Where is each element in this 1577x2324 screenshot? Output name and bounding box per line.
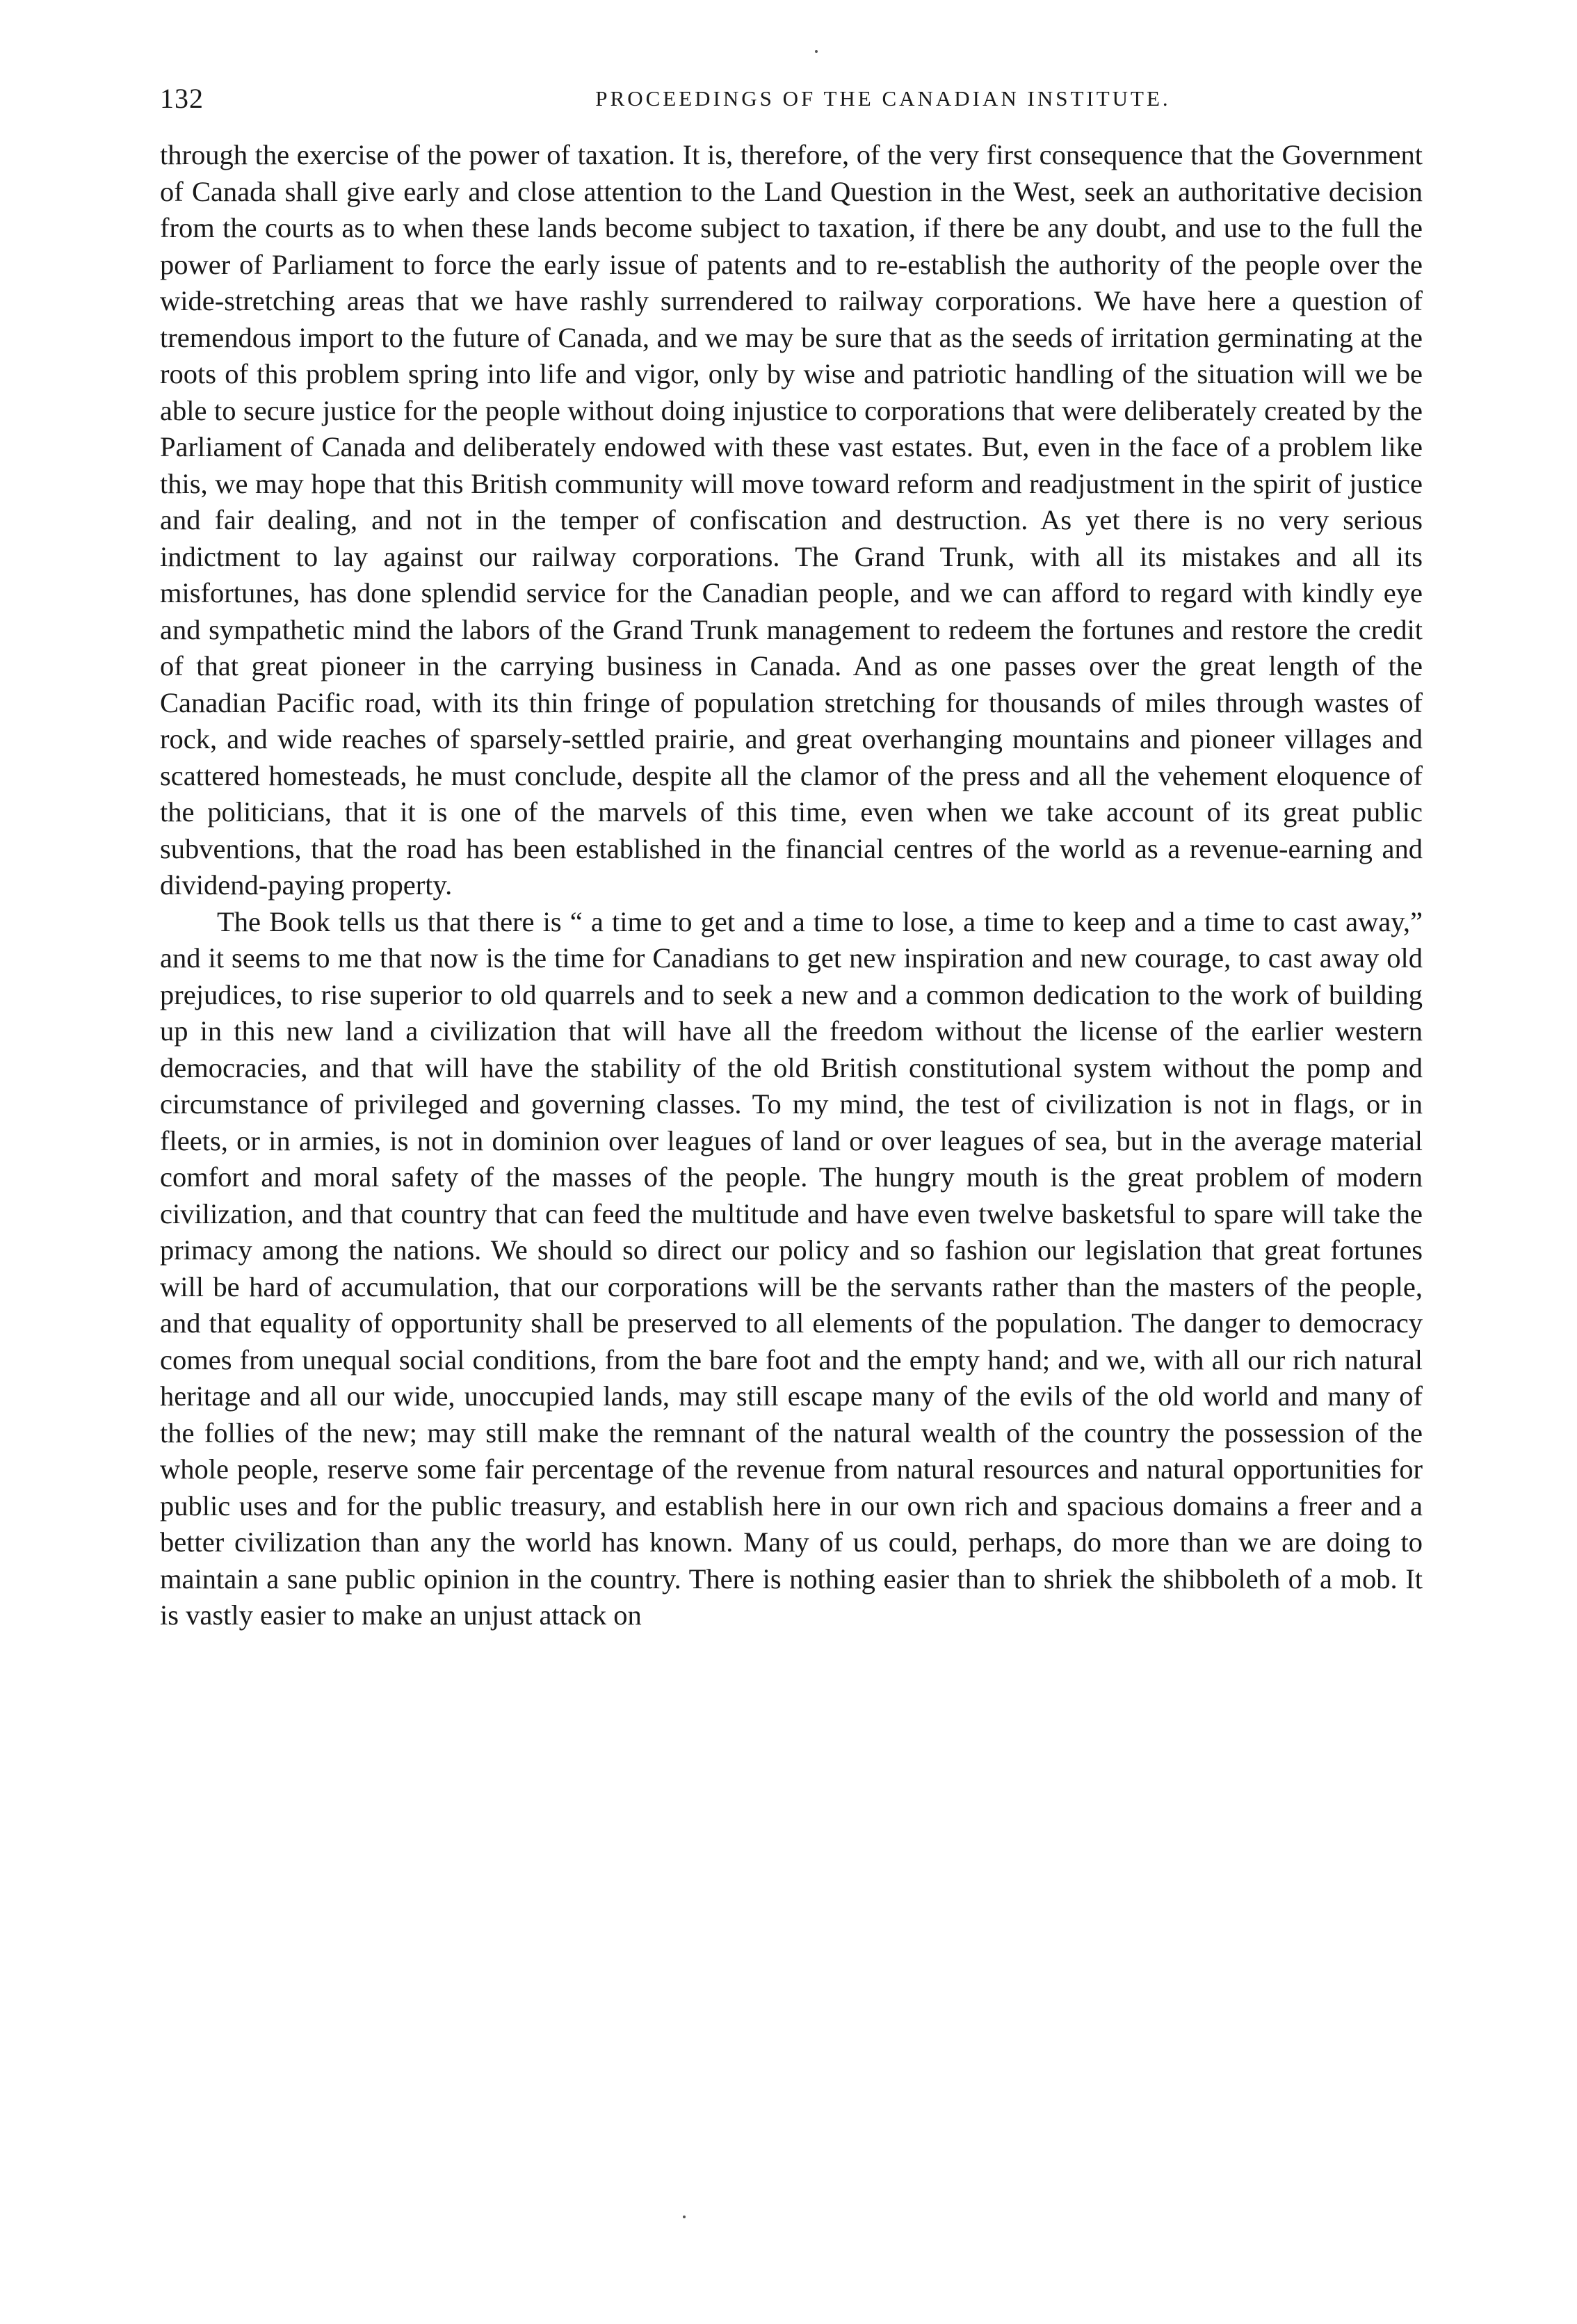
scan-speck bbox=[683, 2216, 686, 2218]
running-head bbox=[160, 82, 1453, 124]
body-text bbox=[160, 137, 1423, 1634]
paragraph-continued: through the exercise of the power of taxation. It is, therefore, of the very first consequence that the Government of Canada shall give early and close attention to the Land Question in the West, seek an authoritative decision from the courts as to when these lands become subject to taxation, if there be any doubt, and use to the full the power of Parliament to force the early issue of patents and to re-establish the authority of the people over the wide-stretching areas that we have rashly surrendered to railway corporations. We have here a question of tremendous import to the future of Canada, and we may be sure that as the seeds of irritation germinating at the roots of this problem spring into life and vigor, only by wise and patriotic handling of the situation will we be able to secure justice for the people without doing injustice to corporations that were deliberately created by the Parliament of Canada and deliberately endowed with these vast estates. But, even in the face of a problem like this, we may hope that this British community will move toward reform and readjustment in the spirit of justice and fair dealing, and not in the temper of confiscation and destruction. As yet there is no very serious indictment to lay against our railway corporations. The Grand Trunk, with all its mistakes and all its misfortunes, has done splendid service for the Canadian people, and we can afford to regard with kindly eye and sympathetic mind the labors of the Grand Trunk management to redeem the fortunes and restore the credit of that great pioneer in the carrying business in Canada. And as one passes over the great length of the Canadian Pacific road, with its thin fringe of population stretching for thousands of miles through wastes of rock, and wide reaches of sparsely-settled prairie, and great overhanging mountains and pioneer villages and scattered homesteads, he must conclude, despite all the clamor of the press and all the vehement eloquence of the politicians, that it is one of the marvels of this time, even when we take account of its great public subventions, that the road has been established in the financial centres of the world as a revenue-earning and dividend-paying property. bbox=[160, 139, 1423, 901]
paragraph-book-tells-us: The Book tells us that there is “ a time to get and a time to lose, a time to keep and a time to cast away,” and it seems to me that now is the time for Canadians to get new inspiration and new courage, to cast away old prejudices, to rise superior to old quarrels and to seek a new and a common dedication to the work of building up in this new land a civilization that will have all the freedom without the license of the earlier western democracies, and that will have the stability of the old British constitutional system without the pomp and circumstance of privileged and governing classes. To my mind, the test of civilization is not in flags, or in fleets, or in armies, is not in dominion over leagues of land or over leagues of sea, but in the average material comfort and moral safety of the masses of the people. The hungry mouth is the great problem of modern civilization, and that country that can feed the multitude and have even twelve basketsful to spare will take the primacy among the nations. We should so direct our policy and so fashion our legislation that great fortunes will be hard of accumulation, that our corporations will be the servants rather than the masters of the people, and that equality of opportunity shall be preserved to all elements of the population. The danger to democracy comes from unequal social conditions, from the bare foot and the empty hand; and we, with all our rich natural heritage and all our wide, unoccupied lands, may still escape many of the evils of the old world and many of the follies of the new; may still make the remnant of the natural wealth of the country the possession of the whole people, reserve some fair percentage of the revenue from natural resources and natural opportunities for public uses and for the public treasury, and establish here in our own rich and spacious domains a freer and a better civilization than any the world has known. Many of us could, perhaps, do more than we are doing to maintain a sane public opinion in the country. There is nothing easier than to shriek the shibboleth of a mob. It is vastly easier to make an unjust attack on bbox=[160, 905, 1423, 1631]
journal-title: PROCEEDINGS OF THE CANADIAN INSTITUTE. bbox=[595, 86, 1171, 111]
page-number: 132 bbox=[160, 83, 204, 114]
scan-speck bbox=[815, 50, 818, 53]
